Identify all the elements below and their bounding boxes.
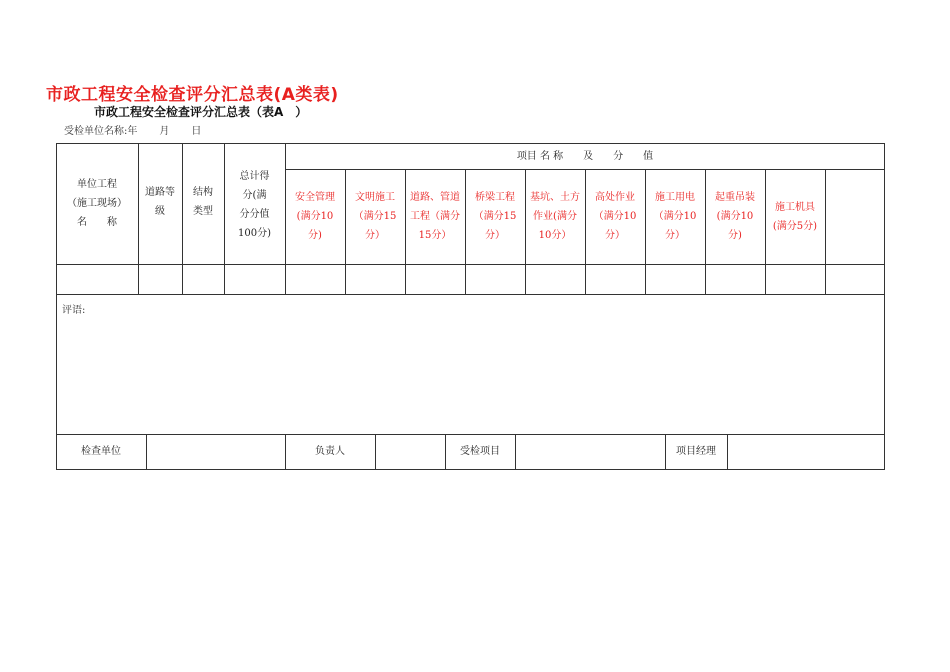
item-safety-management: 安全管理 (满分10 分) [295, 192, 335, 241]
item-electricity: 施工用电 （满分10 分） [653, 192, 697, 241]
item-bridge: 桥梁工程 （满分15 分） [473, 192, 517, 241]
total-score-header: 总计得 分(满 分分值 100分) [238, 171, 271, 239]
item-blank [825, 169, 884, 264]
project-manager-label: 项目经理 [676, 446, 716, 457]
remarks-label: 评语: [62, 305, 86, 316]
page-title: 市政工程安全检查评分汇总表(A类表) [46, 85, 339, 105]
date-day: 日 [191, 126, 202, 137]
inspected-project-label: 受检项目 [460, 446, 500, 457]
road-grade-cell[interactable] [138, 264, 182, 294]
inspection-unit-label: 检查单位 [81, 446, 121, 457]
date-year: 年 [127, 126, 138, 137]
project-name-header: 单位工程 （施工现场） 名 称 [67, 179, 127, 228]
item-work-at-height: 高处作业 （满分10 分） [593, 192, 637, 241]
date-month: 月 [159, 126, 170, 137]
item-machinery: 施工机具 (满分5分) [772, 201, 818, 232]
item-civilized-construction: 文明施工 （满分15 分） [353, 192, 397, 241]
summary-table [56, 143, 885, 470]
item-foundation-pit: 基坑、土方 作业(满分 10分） [530, 192, 580, 241]
item-hoisting: 起重吊装 (满分10 分) [715, 192, 755, 241]
items-title-header: 项目 名 称 及 分 值 [516, 150, 654, 162]
responsible-person-field[interactable] [375, 434, 445, 469]
inspected-unit-line [64, 122, 223, 137]
item-road-pipeline: 道路、管道 工程（满分 15分） [410, 192, 460, 241]
structure-type-header: 结构 类型 [193, 187, 213, 217]
inspected-unit-label: 受检单位名称: [64, 126, 128, 137]
project-name-cell[interactable] [56, 264, 138, 294]
inspected-project-field[interactable] [515, 434, 665, 469]
road-grade-header: 道路等 级 [145, 187, 175, 217]
structure-type-cell[interactable] [182, 264, 224, 294]
responsible-person-label: 负责人 [315, 446, 345, 457]
inspection-unit-field[interactable] [146, 434, 285, 469]
table-title: 市政工程安全检查评分汇总表（表A ） [94, 105, 308, 119]
project-manager-field[interactable] [727, 434, 884, 469]
total-score-cell[interactable] [224, 264, 285, 294]
remarks-area[interactable] [56, 294, 885, 434]
